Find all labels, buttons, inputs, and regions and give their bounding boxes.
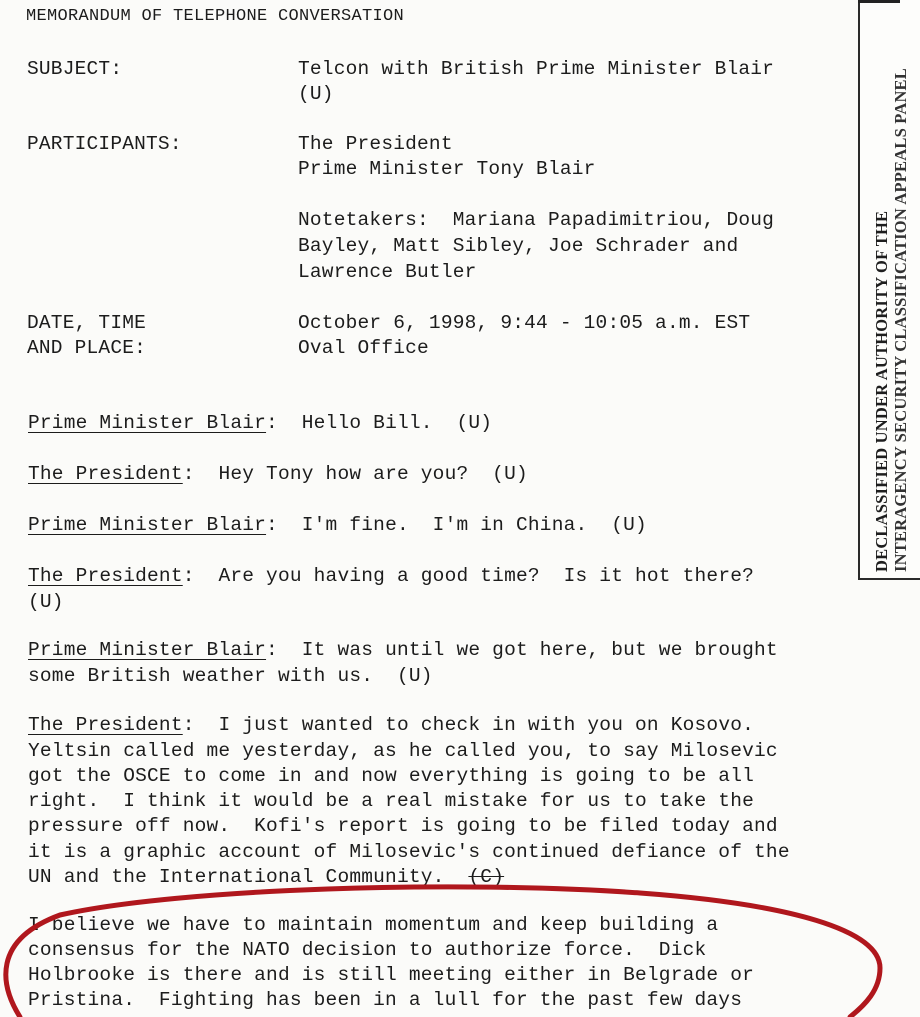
speaker-name: The President xyxy=(28,565,183,587)
place-value: Oval Office xyxy=(298,337,429,359)
speech-text-continued: it is a graphic account of Milosevic's continued defiance of the xyxy=(28,841,790,863)
speech-text-continued: got the OSCE to come in and now everything is going to be all xyxy=(28,765,755,787)
stamp-line-1: DECLASSIFIED UNDER AUTHORITY OF THE xyxy=(872,210,891,572)
paragraph-line-4: Pristina. Fighting has been in a lull for the past few days xyxy=(28,989,743,1011)
exchange-2 xyxy=(28,461,528,487)
date-value: October 6, 1998, 9:44 - 10:05 a.m. EST xyxy=(298,312,751,334)
speech-text-continued: pressure off now. Kofi's report is going to be filed today and xyxy=(28,815,778,837)
speech-text: : Hey Tony how are you? (U) xyxy=(182,463,528,485)
subject-label: SUBJECT: xyxy=(27,58,123,80)
speech-text-continued: some British weather with us. (U) xyxy=(28,665,433,687)
paragraph-line-2: consensus for the NATO decision to authorize force. Dick xyxy=(28,939,707,961)
exchange-1 xyxy=(28,410,492,436)
exchange-5 xyxy=(28,637,778,663)
stamp-line-2: INTERAGENCY SECURITY CLASSIFICATION APPEALS PANEL xyxy=(891,68,910,572)
subject-value: Telcon with British Prime Minister Blair xyxy=(298,58,775,80)
notetakers-line-1: Notetakers: Mariana Papadimitriou, Doug xyxy=(298,209,775,231)
speech-text: : Hello Bill. (U) xyxy=(266,412,493,434)
speech-text: : It was until we got here, but we brought xyxy=(266,639,778,661)
stamp-top-border xyxy=(858,0,900,3)
speech-text-continued xyxy=(28,864,504,890)
exchange-6 xyxy=(28,712,754,738)
participants-label: PARTICIPANTS: xyxy=(27,133,182,155)
notetakers-line-3: Lawrence Butler xyxy=(298,261,477,283)
paragraph-line-3: Holbrooke is there and is still meeting either in Belgrade or xyxy=(28,964,755,986)
speech-text: : I just wanted to check in with you on Kosovo. xyxy=(182,714,755,736)
exchange-3 xyxy=(28,512,647,538)
participant-president: The President xyxy=(298,133,453,155)
date-label-2: AND PLACE: xyxy=(27,337,147,359)
date-label-1: DATE, TIME xyxy=(27,312,147,334)
speech-text-continued: Yeltsin called me yesterday, as he called you, to say Milosevic xyxy=(28,740,778,762)
declassification-stamp xyxy=(872,68,910,572)
notetakers-line-2: Bayley, Matt Sibley, Joe Schrader and xyxy=(298,235,739,257)
speech-text: UN and the International Community. xyxy=(28,866,445,888)
speaker-name: The President xyxy=(28,714,183,736)
speaker-name: The President xyxy=(28,463,183,485)
struck-classification-mark: (C) xyxy=(468,866,505,888)
exchange-4 xyxy=(28,563,754,589)
speaker-name: Prime Minister Blair xyxy=(28,412,267,434)
participant-blair: Prime Minister Tony Blair xyxy=(298,158,596,180)
subject-classification: (U) xyxy=(298,83,334,105)
speaker-name: Prime Minister Blair xyxy=(28,514,267,536)
paragraph-line-1: I believe we have to maintain momentum and keep building a xyxy=(28,914,719,936)
speech-text: : Are you having a good time? Is it hot there? xyxy=(182,565,755,587)
speech-text-continued: right. I think it would be a real mistake for us to take the xyxy=(28,790,755,812)
speech-text-continued: (U) xyxy=(28,591,64,613)
speaker-name: Prime Minister Blair xyxy=(28,639,267,661)
memo-heading: MEMORANDUM OF TELEPHONE CONVERSATION xyxy=(26,7,405,26)
speech-text: : I'm fine. I'm in China. (U) xyxy=(266,514,647,536)
